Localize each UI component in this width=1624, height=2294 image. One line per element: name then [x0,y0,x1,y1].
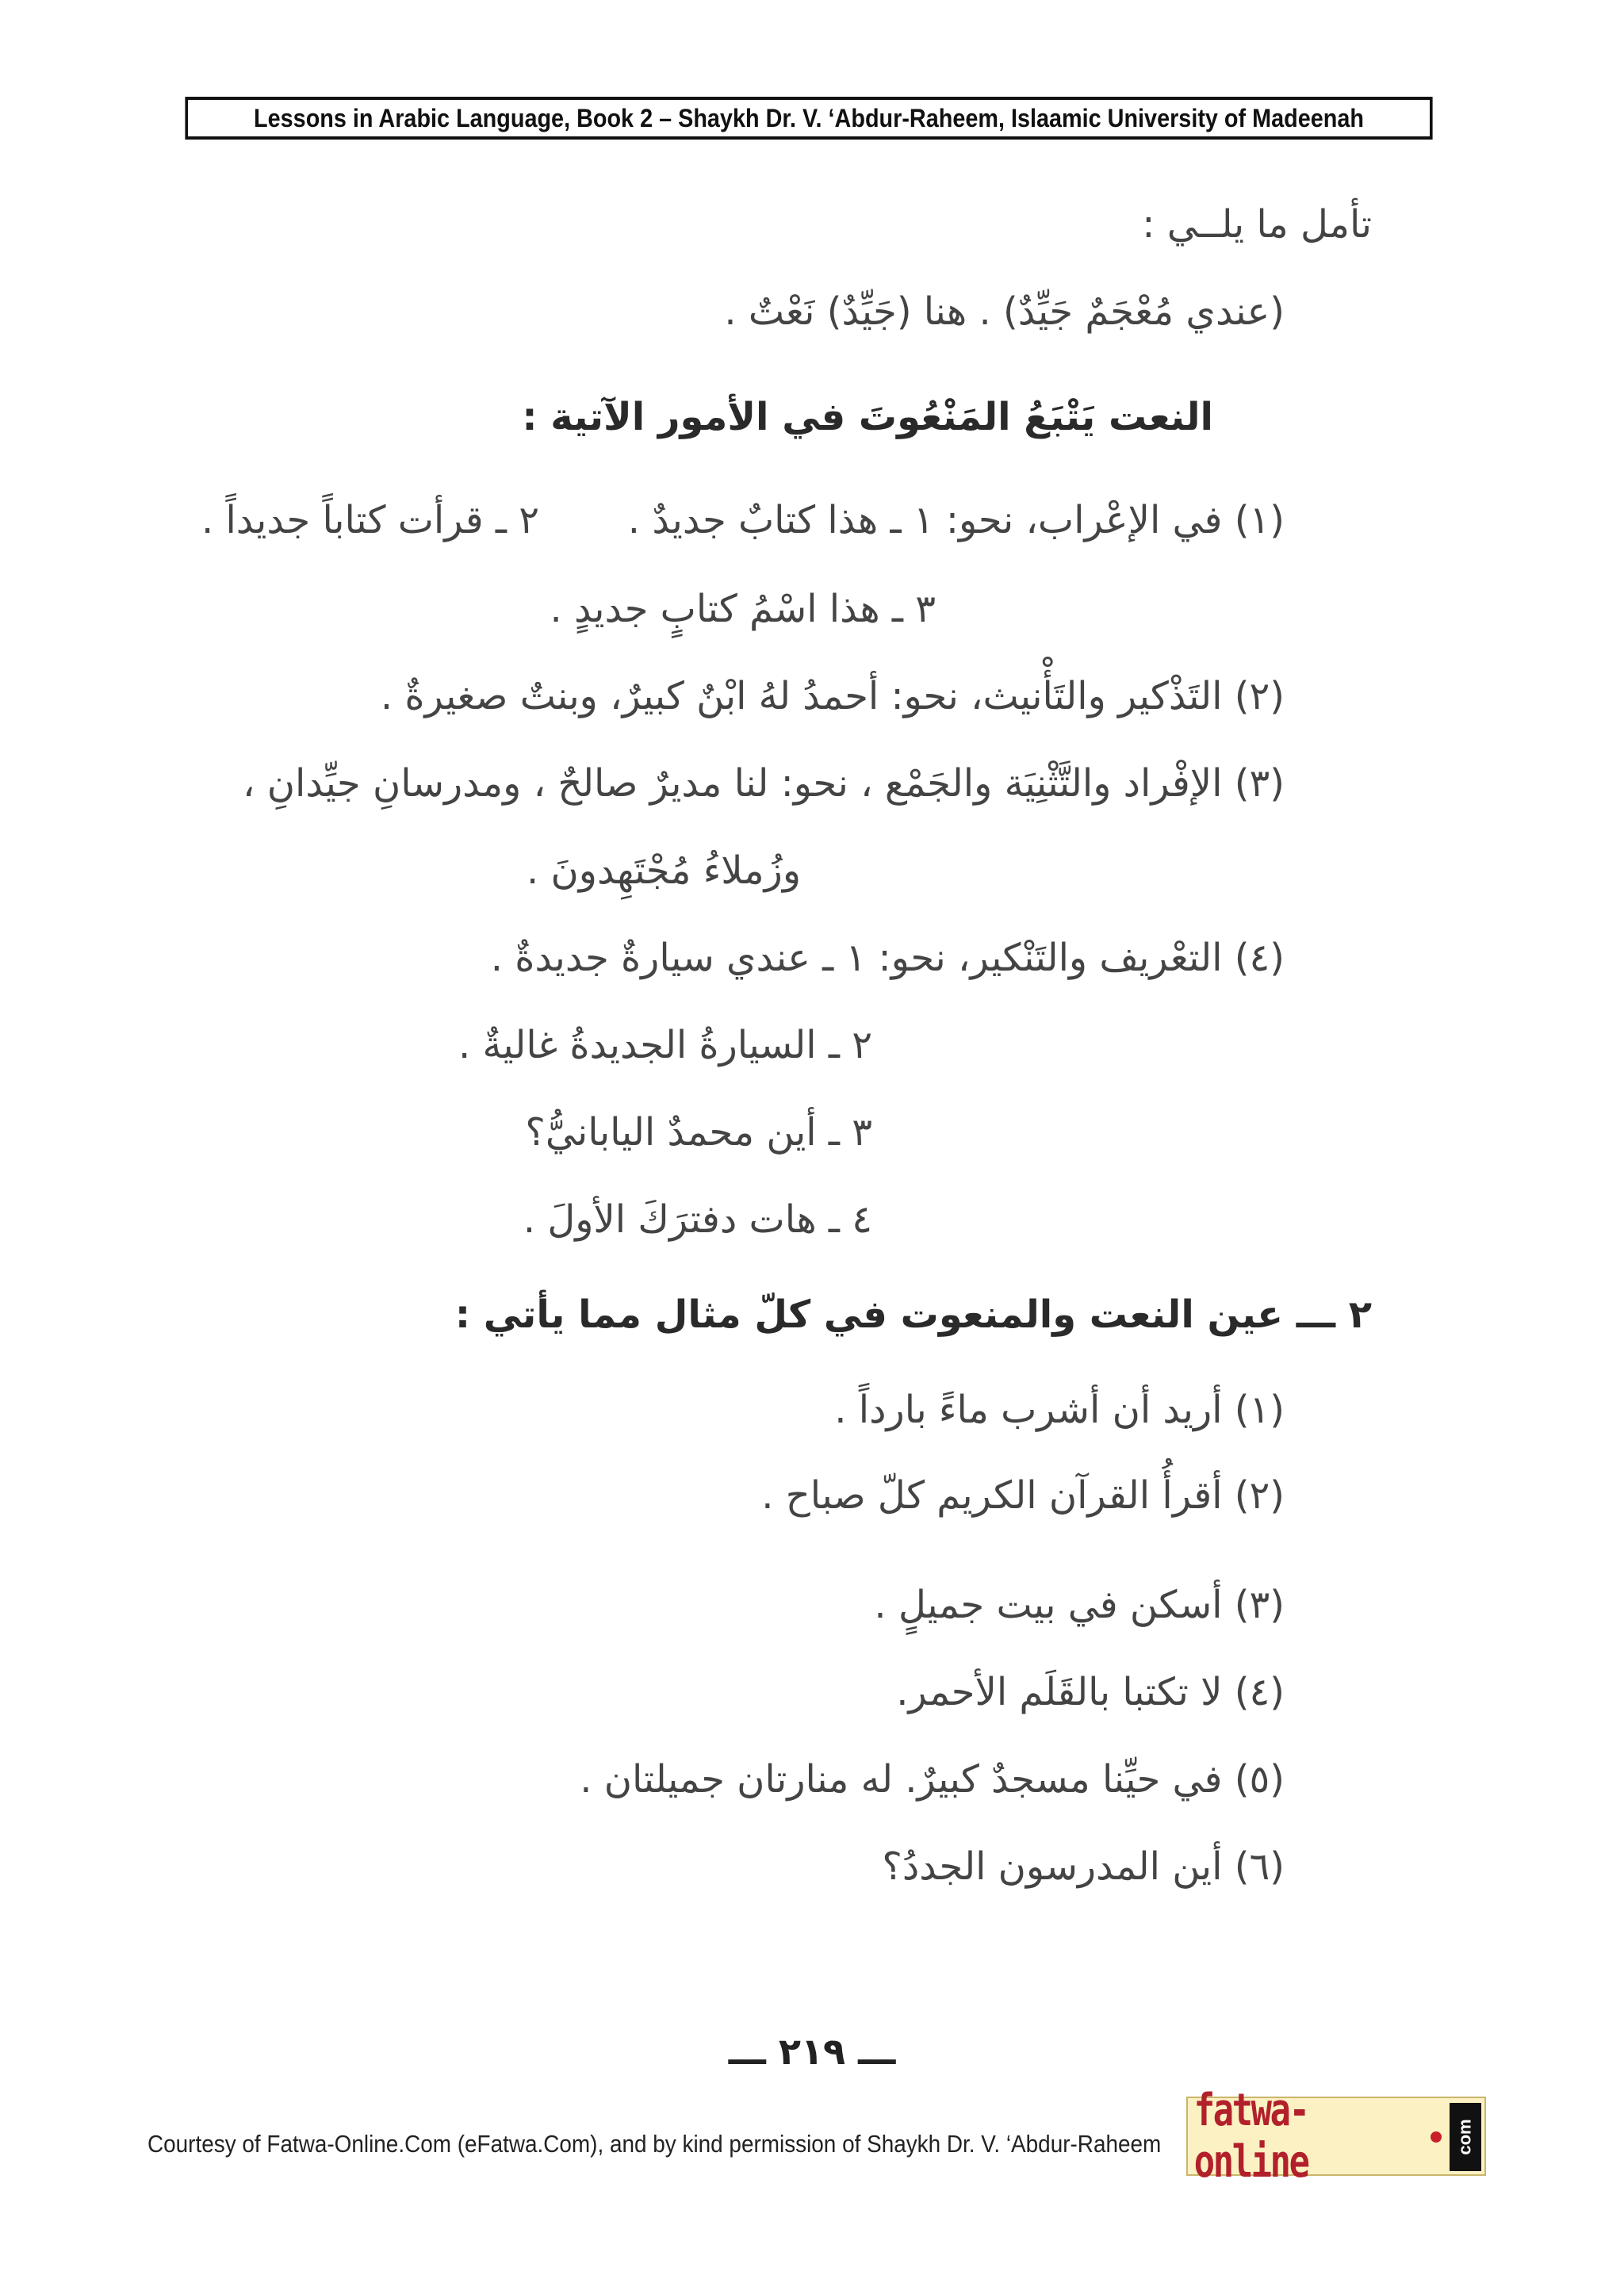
rule-1-line-1b: ٢ ـ قرأت كتاباً جديداً . [201,498,539,542]
rule-4-line-2: ٢ ـ السيارةُ الجديدةُ غاليةٌ . [458,1023,872,1067]
footer-credit: Courtesy of Fatwa-Online.Com (eFatwa.Com), and by kind permission of Shaykh Dr. V. ‘Abdur-Raheem [147,2130,1162,2158]
rule-4-line-3: ٣ ـ أين محمدٌ اليابانيُّ؟ [525,1110,872,1155]
logo-com-badge [1450,2103,1481,2171]
exercise-item-3: (٣) أسكن في بيت جميلٍ . [874,1583,1285,1627]
rule-1-line-2: ٣ ـ هذا اسْمُ كتابٍ جديدٍ . [550,587,936,631]
exercise-title: ٢ ـــ عين النعت والمنعوت في كلّ مثال مما يأتي : [454,1293,1372,1337]
rule-3-line-2: وزُملاءُ مُجْتَهِدونَ . [527,848,801,893]
logo-com-text: com [1455,2119,1475,2155]
exercise-item-5: (٥) في حيِّنا مسجدٌ كبيرٌ. له منارتان جميلتان . [580,1757,1285,1802]
rule-3-line-1: (٣) الإفْراد والتَّثْنِيَة والجَمْع ، نحو: لنا مديرٌ صالحٌ ، ومدرسانِ جيِّدانِ ، [243,761,1285,806]
rule-2-line-1: (٢) التَذْكير والتَأْنيث، نحو: أحمدُ لهُ ابْنٌ كبيرٌ، وبنتٌ صغيرةٌ . [380,674,1285,718]
intro-reflect: تأمل ما يلــي : [1142,202,1372,247]
intro-rule: النعت يَتْبَعُ المَنْعُوتَ في الأمور الآتية : [522,395,1213,439]
exercise-item-6: (٦) أين المدرسون الجددُ؟ [882,1844,1285,1889]
intro-example: (عندي مُعْجَمٌ جَيِّدٌ) . هنا (جَيِّدٌ) نَعْتٌ . [724,289,1285,334]
fatwa-online-logo[interactable] [1186,2085,1486,2188]
rule-1-line-1a: (١) في الإعْراب، نحو: ١ ـ هذا كتابٌ جديدٌ . [627,498,1285,542]
page-header [185,97,1432,140]
header-title: Lessons in Arabic Language, Book 2 – Shaykh Dr. V. ‘Abdur-Raheem, Islaamic University of Madeenah [254,103,1364,132]
logo-dot-icon [1431,2131,1442,2143]
exercise-item-4: (٤) لا تكتبا بالقَلَم الأحمر. [896,1670,1285,1714]
exercise-item-2: (٢) أقرأُ القرآن الكريم كلّ صباح . [761,1473,1285,1518]
rule-4-line-1: (٤) التعْريف والتَنْكير، نحو: ١ ـ عندي سيارةٌ جديدةٌ . [490,936,1285,980]
page-number: ـــ ٢١٩ ـــ [728,2030,896,2073]
logo-text: fatwa-online [1193,2085,1308,2188]
exercise-item-1: (١) أريد أن أشرب ماءً بارداً . [834,1388,1285,1432]
rule-4-line-4: ٤ ـ هات دفترَكَ الأولَ . [523,1197,872,1242]
